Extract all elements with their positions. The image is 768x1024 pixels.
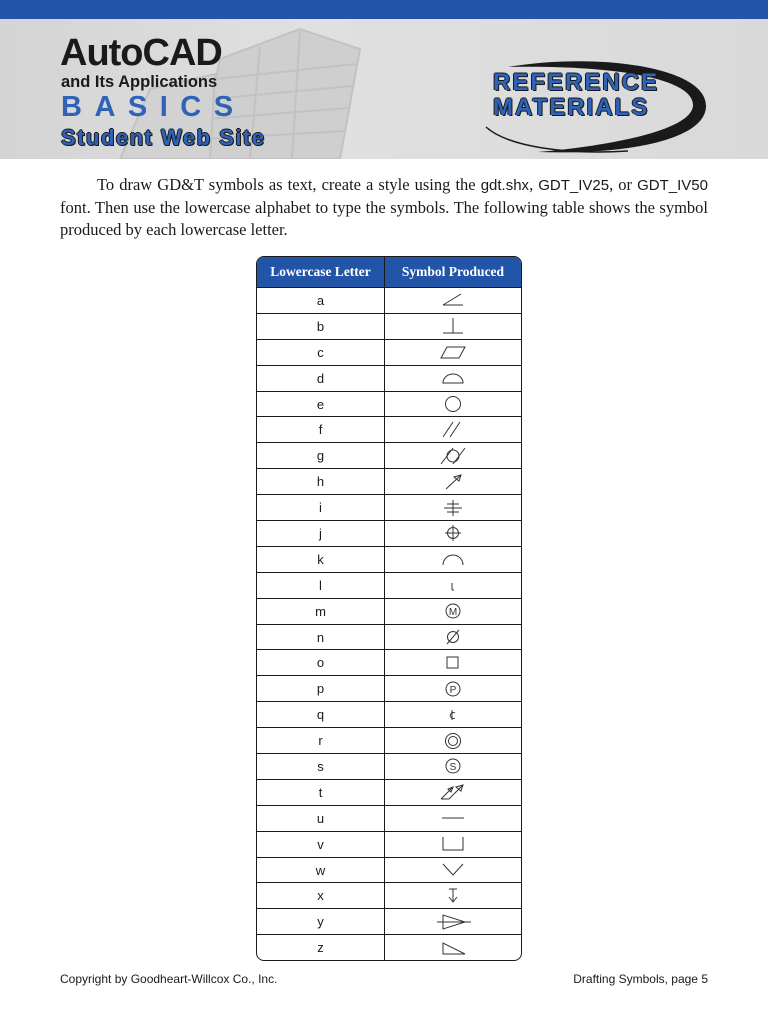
column-header-symbol: Symbol Produced — [401, 264, 505, 279]
table-row — [257, 416, 521, 442]
table-row — [257, 779, 521, 805]
total-runout-icon — [423, 781, 483, 803]
profile-of-line-icon — [423, 548, 483, 570]
symbol-cell — [385, 469, 521, 494]
symbol-cell — [385, 702, 521, 727]
brand-site-title: Student Web Site — [61, 125, 266, 150]
table-row — [257, 805, 521, 831]
symbol-cell — [385, 625, 521, 650]
letter-cell: g — [257, 443, 385, 468]
symbol-cell — [385, 417, 521, 442]
table-row — [257, 831, 521, 857]
letter-cell: c — [257, 340, 385, 365]
straightness-icon — [423, 807, 483, 829]
angularity-icon — [423, 289, 483, 311]
brand-basics: BASICS — [61, 91, 246, 123]
letter-cell: q — [257, 702, 385, 727]
table-row — [257, 546, 521, 572]
letter-cell: u — [257, 806, 385, 831]
header-banner — [0, 19, 768, 159]
footer-copyright: Copyright by Goodheart-Willcox Co., Inc. — [60, 972, 278, 986]
symbol-cell — [385, 754, 521, 779]
projected-tolerance-icon — [423, 678, 483, 700]
letter-cell: a — [257, 288, 385, 313]
cylindricity-icon — [423, 445, 483, 467]
table-row — [257, 468, 521, 494]
section-title-line2: MATERIALS — [493, 94, 650, 121]
table-row — [257, 313, 521, 339]
symbol-cell — [385, 392, 521, 417]
table-row — [257, 520, 521, 546]
countersink-icon — [423, 859, 483, 881]
letter-cell: s — [257, 754, 385, 779]
position-icon — [423, 522, 483, 544]
table-row — [257, 882, 521, 908]
mmc-icon — [423, 600, 483, 622]
conical-taper-icon — [423, 911, 483, 933]
letter-cell: n — [257, 625, 385, 650]
letter-cell: b — [257, 314, 385, 339]
symbol-cell — [385, 650, 521, 675]
intro-sep-1: , — [529, 175, 539, 194]
letter-cell: r — [257, 728, 385, 753]
letter-cell: x — [257, 883, 385, 908]
symbol-cell — [385, 314, 521, 339]
symbol-cell — [385, 288, 521, 313]
letter-cell: y — [257, 909, 385, 934]
letter-cell: i — [257, 495, 385, 520]
letter-cell: o — [257, 650, 385, 675]
letter-cell: h — [257, 469, 385, 494]
table-row — [257, 287, 521, 313]
svg-text:S: S — [449, 762, 457, 774]
counterbore-icon — [423, 833, 483, 855]
font-name-gdt: gdt.shx — [480, 177, 530, 194]
table-row — [257, 934, 521, 960]
column-header-letter: Lowercase Letter — [257, 257, 385, 287]
parallelism-icon — [423, 419, 483, 441]
symbol-cell — [385, 832, 521, 857]
symbol-cell — [385, 883, 521, 908]
circular-runout-icon — [423, 471, 483, 493]
table-body — [257, 287, 521, 960]
svg-text:M: M — [448, 607, 458, 619]
flatness-icon — [423, 341, 483, 363]
section-title-line1: REFERENCE — [493, 69, 660, 96]
letter-cell: z — [257, 935, 385, 960]
table-row — [257, 753, 521, 779]
lmc-icon — [423, 574, 483, 596]
symbol-cell — [385, 728, 521, 753]
letter-cell: f — [257, 417, 385, 442]
letter-cell: t — [257, 780, 385, 805]
table-row — [257, 675, 521, 701]
svg-text:P: P — [449, 684, 457, 696]
table-row — [257, 701, 521, 727]
table-row — [257, 442, 521, 468]
letter-cell: d — [257, 366, 385, 391]
diameter-icon — [423, 626, 483, 648]
centerline-icon — [423, 704, 483, 726]
intro-paragraph — [60, 174, 708, 241]
square-icon — [423, 652, 483, 674]
symbol-cell — [385, 935, 521, 960]
table-row — [257, 857, 521, 883]
table-row — [257, 339, 521, 365]
symbol-cell — [385, 676, 521, 701]
symbol-cell — [385, 806, 521, 831]
font-name-iv25: GDT_IV25 — [538, 177, 610, 194]
symbol-cell — [385, 909, 521, 934]
symbol-cell — [385, 858, 521, 883]
section-title — [493, 70, 659, 120]
letter-cell: m — [257, 599, 385, 624]
symbol-cell — [385, 599, 521, 624]
table-row — [257, 572, 521, 598]
table-row — [257, 727, 521, 753]
perpendicularity-icon — [423, 315, 483, 337]
table-header — [257, 257, 521, 287]
intro-sep-2: , or — [609, 175, 638, 194]
letter-cell: k — [257, 547, 385, 572]
symbol-table — [256, 256, 522, 961]
intro-text-1: To draw GD&T symbols as text, create a style using the — [97, 175, 481, 194]
table-row — [257, 494, 521, 520]
font-name-iv50: GDT_IV50 — [637, 177, 708, 194]
symbol-cell — [385, 340, 521, 365]
symmetry-icon — [423, 497, 483, 519]
footer-page: Drafting Symbols, page 5 — [573, 972, 708, 986]
table-row — [257, 365, 521, 391]
letter-cell: l — [257, 573, 385, 598]
letter-cell: e — [257, 392, 385, 417]
circularity-icon — [423, 393, 483, 415]
symbol-cell — [385, 366, 521, 391]
table-row — [257, 391, 521, 417]
symbol-cell — [385, 443, 521, 468]
depth-icon — [423, 885, 483, 907]
intro-text-2: font. Then use the lowercase alphabet to type the symbols. The following table shows the symbol produced by each lowercase letter. — [60, 198, 708, 239]
symbol-cell — [385, 495, 521, 520]
letter-cell: v — [257, 832, 385, 857]
brand-subtitle: and Its Applications — [61, 73, 218, 91]
table-row — [257, 649, 521, 675]
slope-icon — [423, 937, 483, 959]
symbol-cell — [385, 521, 521, 546]
table-row — [257, 624, 521, 650]
table-row — [257, 598, 521, 624]
profile-of-surface-icon — [423, 367, 483, 389]
rfs-icon — [423, 755, 483, 777]
letter-cell: w — [257, 858, 385, 883]
symbol-cell — [385, 547, 521, 572]
concentricity-icon — [423, 730, 483, 752]
symbol-cell — [385, 573, 521, 598]
symbol-cell — [385, 780, 521, 805]
table-row — [257, 908, 521, 934]
letter-cell: j — [257, 521, 385, 546]
letter-cell: p — [257, 676, 385, 701]
brand-title: AutoCAD — [60, 32, 222, 74]
top-bar — [0, 0, 768, 19]
